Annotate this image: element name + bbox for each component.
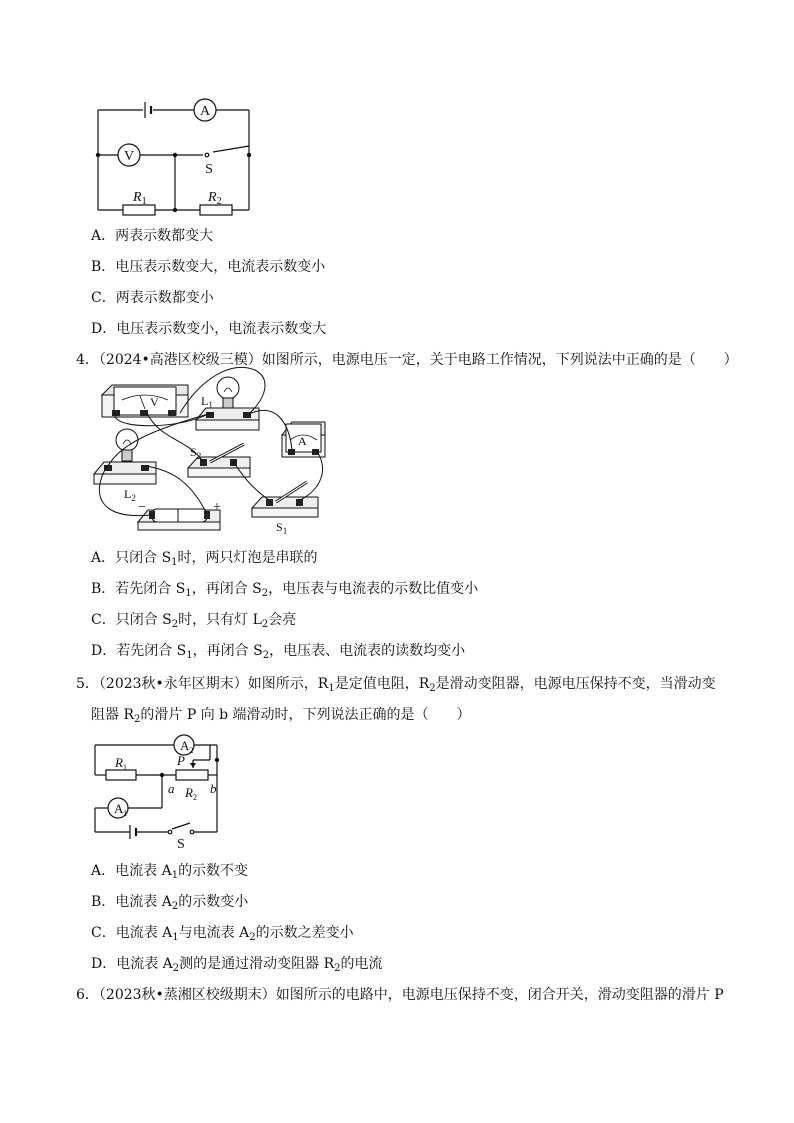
q5-a-label: a [168, 781, 175, 796]
q5-stem-line2: 阻器 $R_2$的滑片 P 向 b 端滑动时，下列说法正确的是（ ） [91, 707, 471, 725]
q5-option-a: A．电流表 $A_1$的示数不变 [91, 863, 249, 881]
q3-option-c: C．两表示数都变小 [91, 290, 214, 306]
q5-option-c: C．电流表 $A_1$与电流表 $A_2$的示数之差变小 [91, 925, 354, 943]
q5-switch-label: S [177, 837, 185, 852]
q4-minus-label: − [138, 500, 146, 515]
q6-stem: 6．（2023秋•蒸湘区校级期末）如图所示的电路中，电源电压保持不变，闭合开关，滑动变阻器的滑片 P [76, 987, 724, 1003]
q5-p-label: P [177, 753, 185, 768]
q4-plus-label: + [213, 500, 221, 515]
q4-ammeter-label: A [298, 434, 307, 448]
q3-option-d: D．电压表示数变小，电流表示数变大 [91, 321, 327, 337]
q4-l1-label: $L_1$ [201, 394, 213, 410]
q4-option-a: A．只闭合 $S_1$时，两只灯泡是串联的 [91, 550, 318, 568]
q4-s2-label: $S_2$ [190, 445, 202, 461]
q5-option-d: D．电流表 $A_2$测的是通过滑动变阻器 $R_2$的电流 [91, 956, 383, 974]
q5-a1-label: $A_1$ [114, 801, 128, 818]
q5-r1-label: $R_1$ [115, 755, 127, 772]
q3-option-b: B．电压表示数变大，电流表示数变小 [91, 259, 326, 275]
q4-voltmeter-label: V [150, 395, 159, 409]
q4-s1-label: $S_1$ [276, 520, 288, 536]
q5-r2-label: $R_2$ [185, 785, 197, 802]
q3-voltmeter-label: V [123, 149, 135, 164]
q3-option-a: A．两表示数都变大 [91, 228, 214, 244]
q4-stem: 4．（2024•高港区校级三模）如图所示，电源电压一定，关于电路工作情况，下列说法中正确的是（ ） [76, 352, 738, 368]
q5-b-label: b [210, 781, 217, 796]
q3-switch-label: S [205, 162, 213, 177]
q3-ammeter-label: A [199, 104, 211, 119]
q4-option-c: C．只闭合 $S_2$时，只有灯 $L_2$会亮 [91, 612, 297, 630]
q4-l2-label: $L_2$ [124, 487, 136, 503]
q3-r1-label: $R_1$ [133, 190, 147, 207]
q3-r2-label: $R_2$ [208, 190, 222, 207]
q4-option-d: D．若先闭合 $S_1$，再闭合 $S_2$，电压表、电流表的读数均变小 [91, 643, 466, 661]
q5-stem-line1: 5．（2023秋•永年区期末）如图所示，$R_1$是定值电阻，$R_2$是滑动变阻器，电源电压保持不变，当滑动变 [76, 676, 716, 694]
q5-a2-label: $A_2$ [180, 738, 194, 755]
q4-option-b: B．若先闭合 $S_1$，再闭合 $S_2$，电压表与电流表的示数比值变小 [91, 581, 479, 599]
q5-option-b: B．电流表 $A_2$的示数变小 [91, 894, 249, 912]
